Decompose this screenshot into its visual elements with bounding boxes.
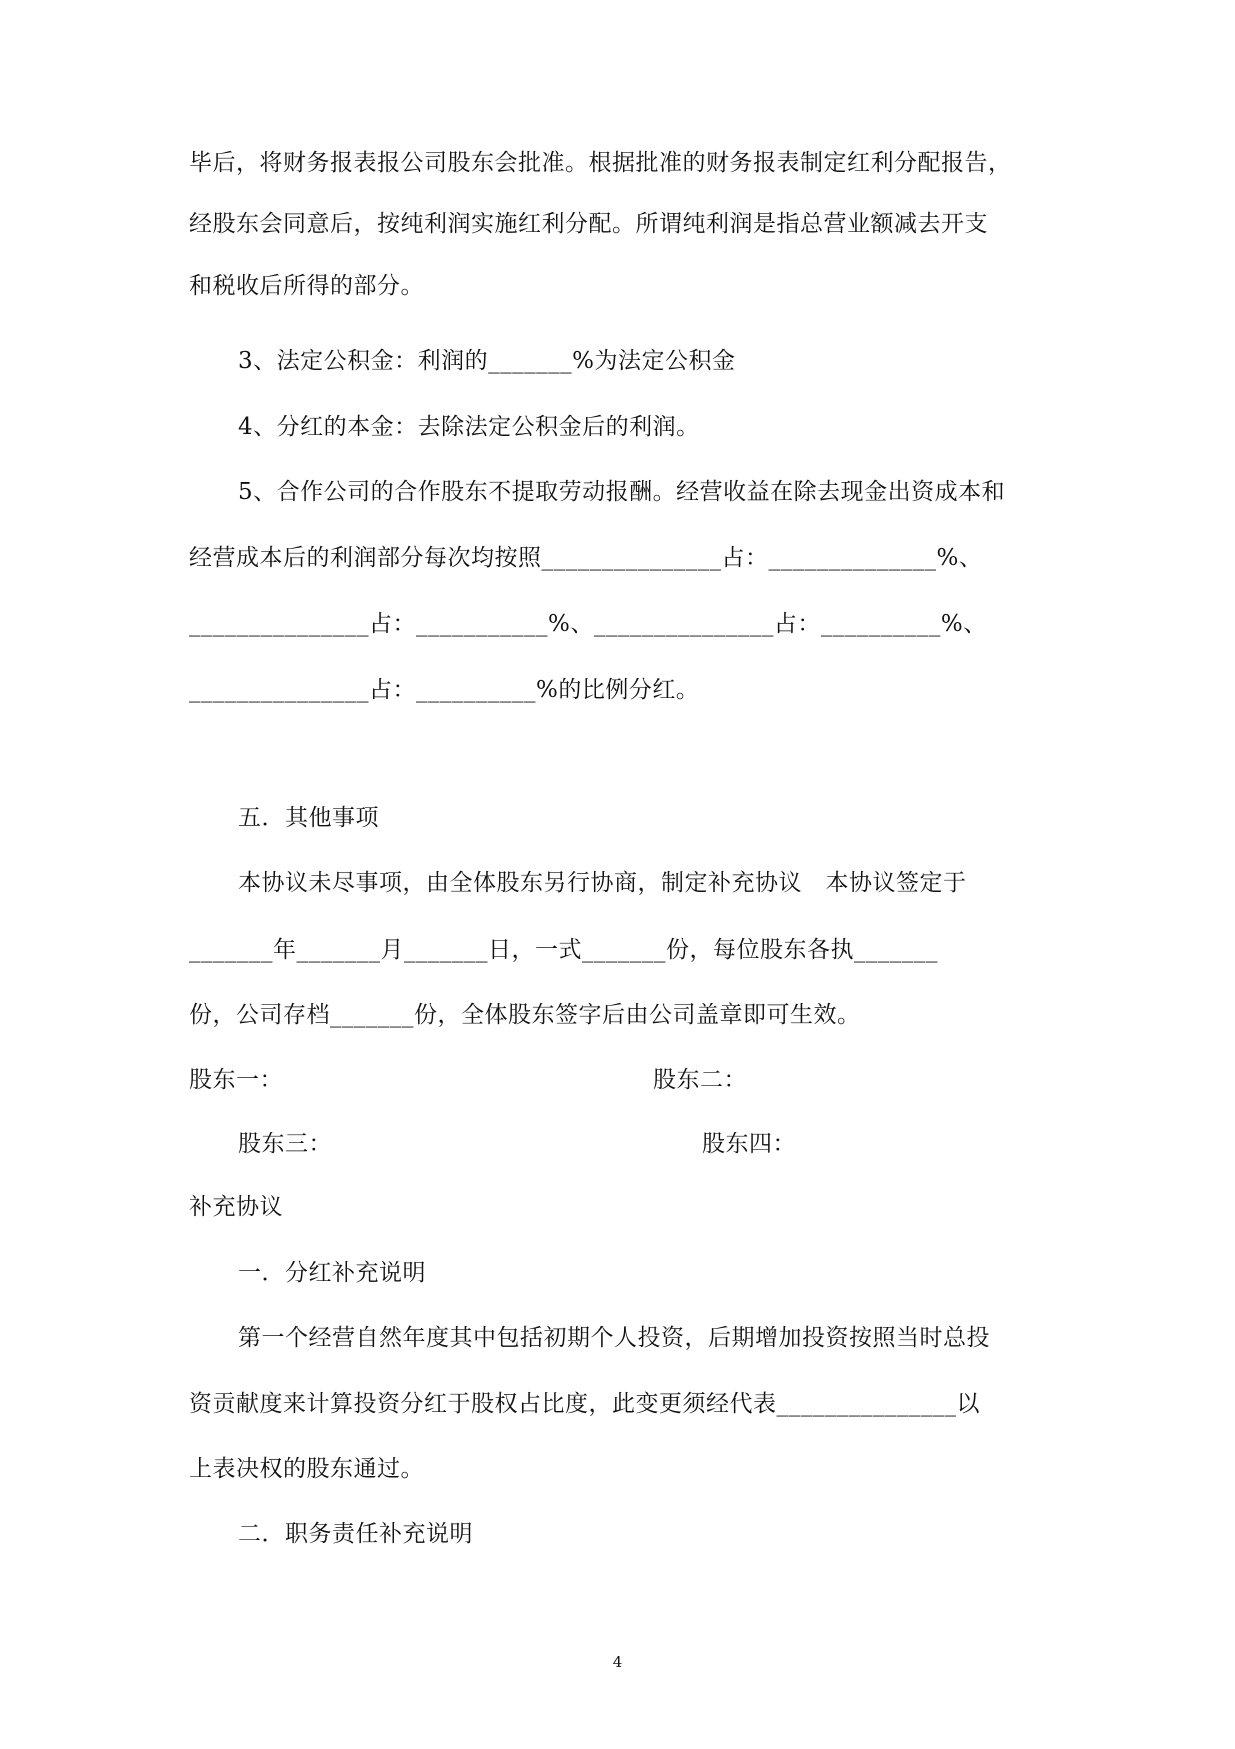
paragraph-line: _______年_______月_______日，一式_______份，每位股东各执_______ <box>189 937 938 963</box>
section-heading: 二．职务责任补充说明 <box>238 1521 473 1547</box>
supplement-title: 补充协议 <box>189 1194 283 1220</box>
paragraph-line: 上表决权的股东通过。 <box>189 1456 424 1482</box>
page-number: 4 <box>612 1653 623 1671</box>
clause-5-line: 5、合作公司的合作股东不提取劳动报酬。经营收益在除去现金出资成本和 <box>238 479 1006 505</box>
paragraph-line: 经股东会同意后，按纯利润实施红利分配。所谓纯利润是指总营业额减去开支 <box>189 211 988 237</box>
section-heading: 一．分红补充说明 <box>238 1260 426 1286</box>
clause-3-line: 3、法定公积金：利润的_______%为法定公积金 <box>238 348 736 374</box>
clause-5-continuation: _______________占：___________%、_______________占：__________%、 <box>189 611 987 637</box>
signature-shareholder-3: 股东三： <box>238 1131 332 1157</box>
signature-shareholder-2: 股东二： <box>653 1067 747 1093</box>
paragraph-line: 第一个经营自然年度其中包括初期个人投资，后期增加投资按照当时总投 <box>238 1325 990 1351</box>
section-heading: 五．其他事项 <box>238 805 379 831</box>
paragraph-line: 本协议未尽事项，由全体股东另行协商，制定补充协议 本协议签定于 <box>238 870 967 896</box>
signature-shareholder-4: 股东四： <box>702 1131 796 1157</box>
paragraph-line: 和税收后所得的部分。 <box>189 273 424 299</box>
signature-shareholder-1: 股东一： <box>189 1067 283 1093</box>
clause-5-continuation: 经营成本后的利润部分每次均按照_______________占：______________%、 <box>189 545 983 571</box>
clause-5-continuation: _______________占：__________%的比例分红。 <box>189 677 700 703</box>
paragraph-line: 资贡献度来计算投资分红于股权占比度，此变更须经代表_______________以 <box>189 1391 980 1417</box>
paragraph-line: 份，公司存档_______份，全体股东签字后由公司盖章即可生效。 <box>189 1002 861 1028</box>
clause-4-line: 4、分红的本金：去除法定公积金后的利润。 <box>238 414 700 440</box>
paragraph-line: 毕后，将财务报表报公司股东会批准。根据批准的财务报表制定红利分配报告， <box>189 150 1012 176</box>
